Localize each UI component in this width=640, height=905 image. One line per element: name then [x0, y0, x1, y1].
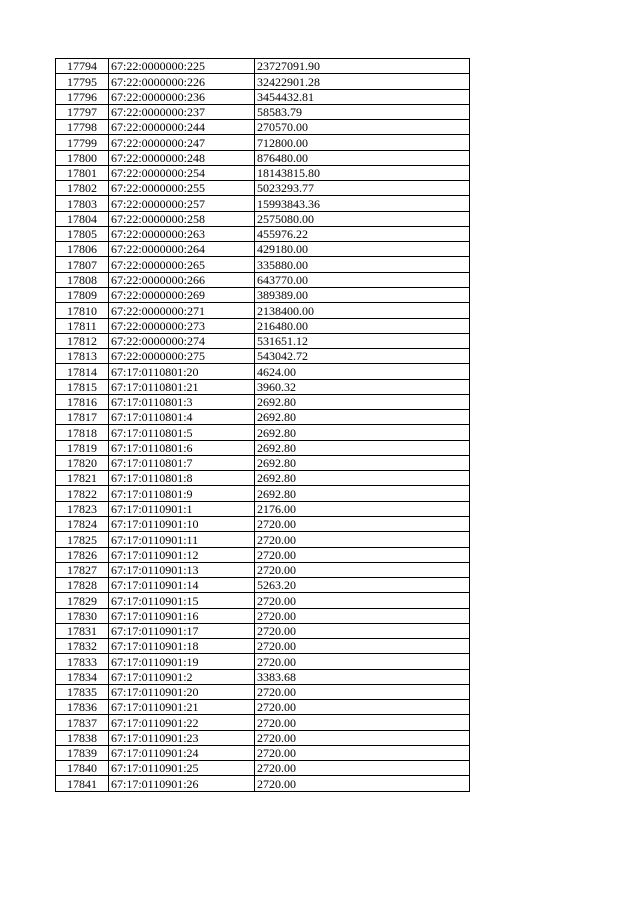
cadastral-number-cell: 67:22:0000000:225 — [109, 59, 255, 74]
cadastral-number-cell: 67:17:0110801:21 — [109, 379, 255, 394]
row-number-cell: 17816 — [56, 394, 109, 409]
row-number-cell: 17837 — [56, 715, 109, 730]
cadastral-number-cell: 67:22:0000000:265 — [109, 257, 255, 272]
cadastral-value-cell: 15993843.36 — [255, 196, 470, 211]
table-row — [56, 608, 470, 623]
row-number-cell: 17821 — [56, 471, 109, 486]
cadastral-value-cell: 3383.68 — [255, 669, 470, 684]
cadastral-number-cell: 67:22:0000000:255 — [109, 181, 255, 196]
cadastral-number-cell: 67:22:0000000:247 — [109, 135, 255, 150]
row-number-cell: 17812 — [56, 333, 109, 348]
cadastral-value-cell: 2720.00 — [255, 776, 470, 791]
row-number-cell: 17806 — [56, 242, 109, 257]
cadastral-value-cell: 2720.00 — [255, 516, 470, 531]
cadastral-value-cell: 2720.00 — [255, 639, 470, 654]
table-row — [56, 639, 470, 654]
cadastral-number-cell: 67:22:0000000:266 — [109, 272, 255, 287]
cadastral-number-cell: 67:17:0110901:10 — [109, 516, 255, 531]
cadastral-number-cell: 67:17:0110801:6 — [109, 440, 255, 455]
table-row — [56, 303, 470, 318]
cadastral-value-cell: 216480.00 — [255, 318, 470, 333]
table-row — [56, 440, 470, 455]
row-number-cell: 17805 — [56, 226, 109, 241]
row-number-cell: 17827 — [56, 562, 109, 577]
cadastral-value-cell: 4624.00 — [255, 364, 470, 379]
table-row — [56, 242, 470, 257]
row-number-cell: 17813 — [56, 349, 109, 364]
table-row — [56, 425, 470, 440]
table-row — [56, 181, 470, 196]
cadastral-value-cell: 643770.00 — [255, 272, 470, 287]
row-number-cell: 17819 — [56, 440, 109, 455]
table-row — [56, 700, 470, 715]
cadastral-number-cell: 67:17:0110801:8 — [109, 471, 255, 486]
cadastral-value-table — [55, 58, 470, 792]
cadastral-value-cell: 2720.00 — [255, 715, 470, 730]
cadastral-value-cell: 2720.00 — [255, 684, 470, 699]
cadastral-number-cell: 67:22:0000000:257 — [109, 196, 255, 211]
row-number-cell: 17830 — [56, 608, 109, 623]
row-number-cell: 17838 — [56, 730, 109, 745]
row-number-cell: 17840 — [56, 761, 109, 776]
table-row — [56, 776, 470, 791]
cadastral-number-cell: 67:17:0110901:17 — [109, 623, 255, 638]
cadastral-value-cell: 712800.00 — [255, 135, 470, 150]
row-number-cell: 17828 — [56, 578, 109, 593]
cadastral-value-cell: 2720.00 — [255, 532, 470, 547]
cadastral-value-cell: 2692.80 — [255, 455, 470, 470]
row-number-cell: 17829 — [56, 593, 109, 608]
row-number-cell: 17804 — [56, 211, 109, 226]
cadastral-number-cell: 67:17:0110901:19 — [109, 654, 255, 669]
cadastral-value-cell: 2720.00 — [255, 623, 470, 638]
cadastral-value-cell: 335880.00 — [255, 257, 470, 272]
cadastral-number-cell: 67:17:0110901:1 — [109, 501, 255, 516]
cadastral-value-cell: 58583.79 — [255, 104, 470, 119]
table-row — [56, 516, 470, 531]
row-number-cell: 17833 — [56, 654, 109, 669]
row-number-cell: 17803 — [56, 196, 109, 211]
cadastral-value-cell: 5023293.77 — [255, 181, 470, 196]
cadastral-value-cell: 2720.00 — [255, 547, 470, 562]
cadastral-number-cell: 67:22:0000000:254 — [109, 165, 255, 180]
cadastral-number-cell: 67:17:0110901:20 — [109, 684, 255, 699]
cadastral-number-cell: 67:17:0110901:12 — [109, 547, 255, 562]
table-row — [56, 745, 470, 760]
cadastral-number-cell: 67:17:0110801:9 — [109, 486, 255, 501]
table-row — [56, 257, 470, 272]
table-row — [56, 333, 470, 348]
cadastral-number-cell: 67:17:0110801:4 — [109, 410, 255, 425]
table-row — [56, 104, 470, 119]
cadastral-value-cell: 2692.80 — [255, 425, 470, 440]
table-row — [56, 74, 470, 89]
table-row — [56, 471, 470, 486]
table-row — [56, 318, 470, 333]
row-number-cell: 17810 — [56, 303, 109, 318]
cadastral-number-cell: 67:17:0110901:15 — [109, 593, 255, 608]
cadastral-value-cell: 23727091.90 — [255, 59, 470, 74]
row-number-cell: 17796 — [56, 89, 109, 104]
cadastral-number-cell: 67:17:0110901:13 — [109, 562, 255, 577]
cadastral-value-cell: 2720.00 — [255, 593, 470, 608]
table-row — [56, 547, 470, 562]
table-row — [56, 669, 470, 684]
row-number-cell: 17814 — [56, 364, 109, 379]
cadastral-number-cell: 67:22:0000000:248 — [109, 150, 255, 165]
table-row — [56, 715, 470, 730]
cadastral-number-cell: 67:17:0110801:5 — [109, 425, 255, 440]
row-number-cell: 17822 — [56, 486, 109, 501]
table-row — [56, 59, 470, 74]
row-number-cell: 17831 — [56, 623, 109, 638]
table-row — [56, 211, 470, 226]
row-number-cell: 17826 — [56, 547, 109, 562]
cadastral-value-cell: 876480.00 — [255, 150, 470, 165]
table-row — [56, 89, 470, 104]
cadastral-number-cell: 67:17:0110901:11 — [109, 532, 255, 547]
table-row — [56, 654, 470, 669]
cadastral-number-cell: 67:17:0110901:21 — [109, 700, 255, 715]
cadastral-value-cell: 18143815.80 — [255, 165, 470, 180]
cadastral-value-cell: 2720.00 — [255, 562, 470, 577]
row-number-cell: 17797 — [56, 104, 109, 119]
table-row — [56, 593, 470, 608]
cadastral-number-cell: 67:22:0000000:236 — [109, 89, 255, 104]
table-row — [56, 394, 470, 409]
cadastral-number-cell: 67:22:0000000:226 — [109, 74, 255, 89]
row-number-cell: 17801 — [56, 165, 109, 180]
table-row — [56, 349, 470, 364]
row-number-cell: 17800 — [56, 150, 109, 165]
cadastral-number-cell: 67:22:0000000:271 — [109, 303, 255, 318]
cadastral-value-cell: 2720.00 — [255, 745, 470, 760]
table-row — [56, 501, 470, 516]
row-number-cell: 17795 — [56, 74, 109, 89]
row-number-cell: 17809 — [56, 287, 109, 302]
table-row — [56, 226, 470, 241]
row-number-cell: 17808 — [56, 272, 109, 287]
row-number-cell: 17835 — [56, 684, 109, 699]
cadastral-number-cell: 67:22:0000000:237 — [109, 104, 255, 119]
cadastral-value-cell: 2575080.00 — [255, 211, 470, 226]
row-number-cell: 17794 — [56, 59, 109, 74]
table-row — [56, 379, 470, 394]
table-row — [56, 730, 470, 745]
cadastral-number-cell: 67:17:0110901:22 — [109, 715, 255, 730]
row-number-cell: 17823 — [56, 501, 109, 516]
table-row — [56, 623, 470, 638]
cadastral-number-cell: 67:22:0000000:275 — [109, 349, 255, 364]
cadastral-number-cell: 67:22:0000000:269 — [109, 287, 255, 302]
cadastral-value-cell: 2138400.00 — [255, 303, 470, 318]
row-number-cell: 17799 — [56, 135, 109, 150]
cadastral-value-cell: 5263.20 — [255, 578, 470, 593]
cadastral-value-cell: 2720.00 — [255, 730, 470, 745]
table-row — [56, 272, 470, 287]
cadastral-number-cell: 67:17:0110801:20 — [109, 364, 255, 379]
cadastral-number-cell: 67:17:0110801:7 — [109, 455, 255, 470]
table-row — [56, 364, 470, 379]
table-row — [56, 532, 470, 547]
cadastral-value-cell: 531651.12 — [255, 333, 470, 348]
cadastral-value-cell: 389389.00 — [255, 287, 470, 302]
table-row — [56, 761, 470, 776]
cadastral-number-cell: 67:17:0110901:26 — [109, 776, 255, 791]
table-row — [56, 165, 470, 180]
cadastral-number-cell: 67:22:0000000:264 — [109, 242, 255, 257]
row-number-cell: 17798 — [56, 120, 109, 135]
row-number-cell: 17824 — [56, 516, 109, 531]
cadastral-value-cell: 270570.00 — [255, 120, 470, 135]
cadastral-value-cell: 429180.00 — [255, 242, 470, 257]
row-number-cell: 17820 — [56, 455, 109, 470]
cadastral-value-cell: 2720.00 — [255, 761, 470, 776]
cadastral-value-cell: 543042.72 — [255, 349, 470, 364]
table-row — [56, 196, 470, 211]
cadastral-number-cell: 67:22:0000000:244 — [109, 120, 255, 135]
row-number-cell: 17811 — [56, 318, 109, 333]
cadastral-number-cell: 67:17:0110801:3 — [109, 394, 255, 409]
cadastral-value-cell: 2720.00 — [255, 608, 470, 623]
row-number-cell: 17836 — [56, 700, 109, 715]
table-row — [56, 150, 470, 165]
cadastral-value-cell: 3454432.81 — [255, 89, 470, 104]
cadastral-value-cell: 455976.22 — [255, 226, 470, 241]
cadastral-value-cell: 2720.00 — [255, 654, 470, 669]
table-row — [56, 562, 470, 577]
cadastral-value-cell: 2692.80 — [255, 440, 470, 455]
table-body — [56, 59, 470, 792]
row-number-cell: 17815 — [56, 379, 109, 394]
row-number-cell: 17825 — [56, 532, 109, 547]
cadastral-number-cell: 67:22:0000000:258 — [109, 211, 255, 226]
cadastral-number-cell: 67:17:0110901:18 — [109, 639, 255, 654]
cadastral-value-cell: 2176.00 — [255, 501, 470, 516]
cadastral-number-cell: 67:17:0110901:16 — [109, 608, 255, 623]
table-row — [56, 455, 470, 470]
row-number-cell: 17817 — [56, 410, 109, 425]
table-row — [56, 135, 470, 150]
cadastral-number-cell: 67:22:0000000:274 — [109, 333, 255, 348]
row-number-cell: 17832 — [56, 639, 109, 654]
table-row — [56, 684, 470, 699]
cadastral-number-cell: 67:22:0000000:263 — [109, 226, 255, 241]
table-row — [56, 578, 470, 593]
row-number-cell: 17818 — [56, 425, 109, 440]
row-number-cell: 17807 — [56, 257, 109, 272]
cadastral-number-cell: 67:22:0000000:273 — [109, 318, 255, 333]
cadastral-value-cell: 2720.00 — [255, 700, 470, 715]
table-row — [56, 410, 470, 425]
cadastral-number-cell: 67:17:0110901:25 — [109, 761, 255, 776]
row-number-cell: 17841 — [56, 776, 109, 791]
row-number-cell: 17839 — [56, 745, 109, 760]
cadastral-value-cell: 2692.80 — [255, 410, 470, 425]
cadastral-value-cell: 2692.80 — [255, 471, 470, 486]
cadastral-number-cell: 67:17:0110901:14 — [109, 578, 255, 593]
table-row — [56, 120, 470, 135]
cadastral-value-cell: 2692.80 — [255, 394, 470, 409]
row-number-cell: 17802 — [56, 181, 109, 196]
row-number-cell: 17834 — [56, 669, 109, 684]
table-row — [56, 287, 470, 302]
table-row — [56, 486, 470, 501]
cadastral-number-cell: 67:17:0110901:2 — [109, 669, 255, 684]
cadastral-number-cell: 67:17:0110901:23 — [109, 730, 255, 745]
cadastral-value-cell: 2692.80 — [255, 486, 470, 501]
cadastral-value-cell: 32422901.28 — [255, 74, 470, 89]
cadastral-value-cell: 3960.32 — [255, 379, 470, 394]
cadastral-number-cell: 67:17:0110901:24 — [109, 745, 255, 760]
